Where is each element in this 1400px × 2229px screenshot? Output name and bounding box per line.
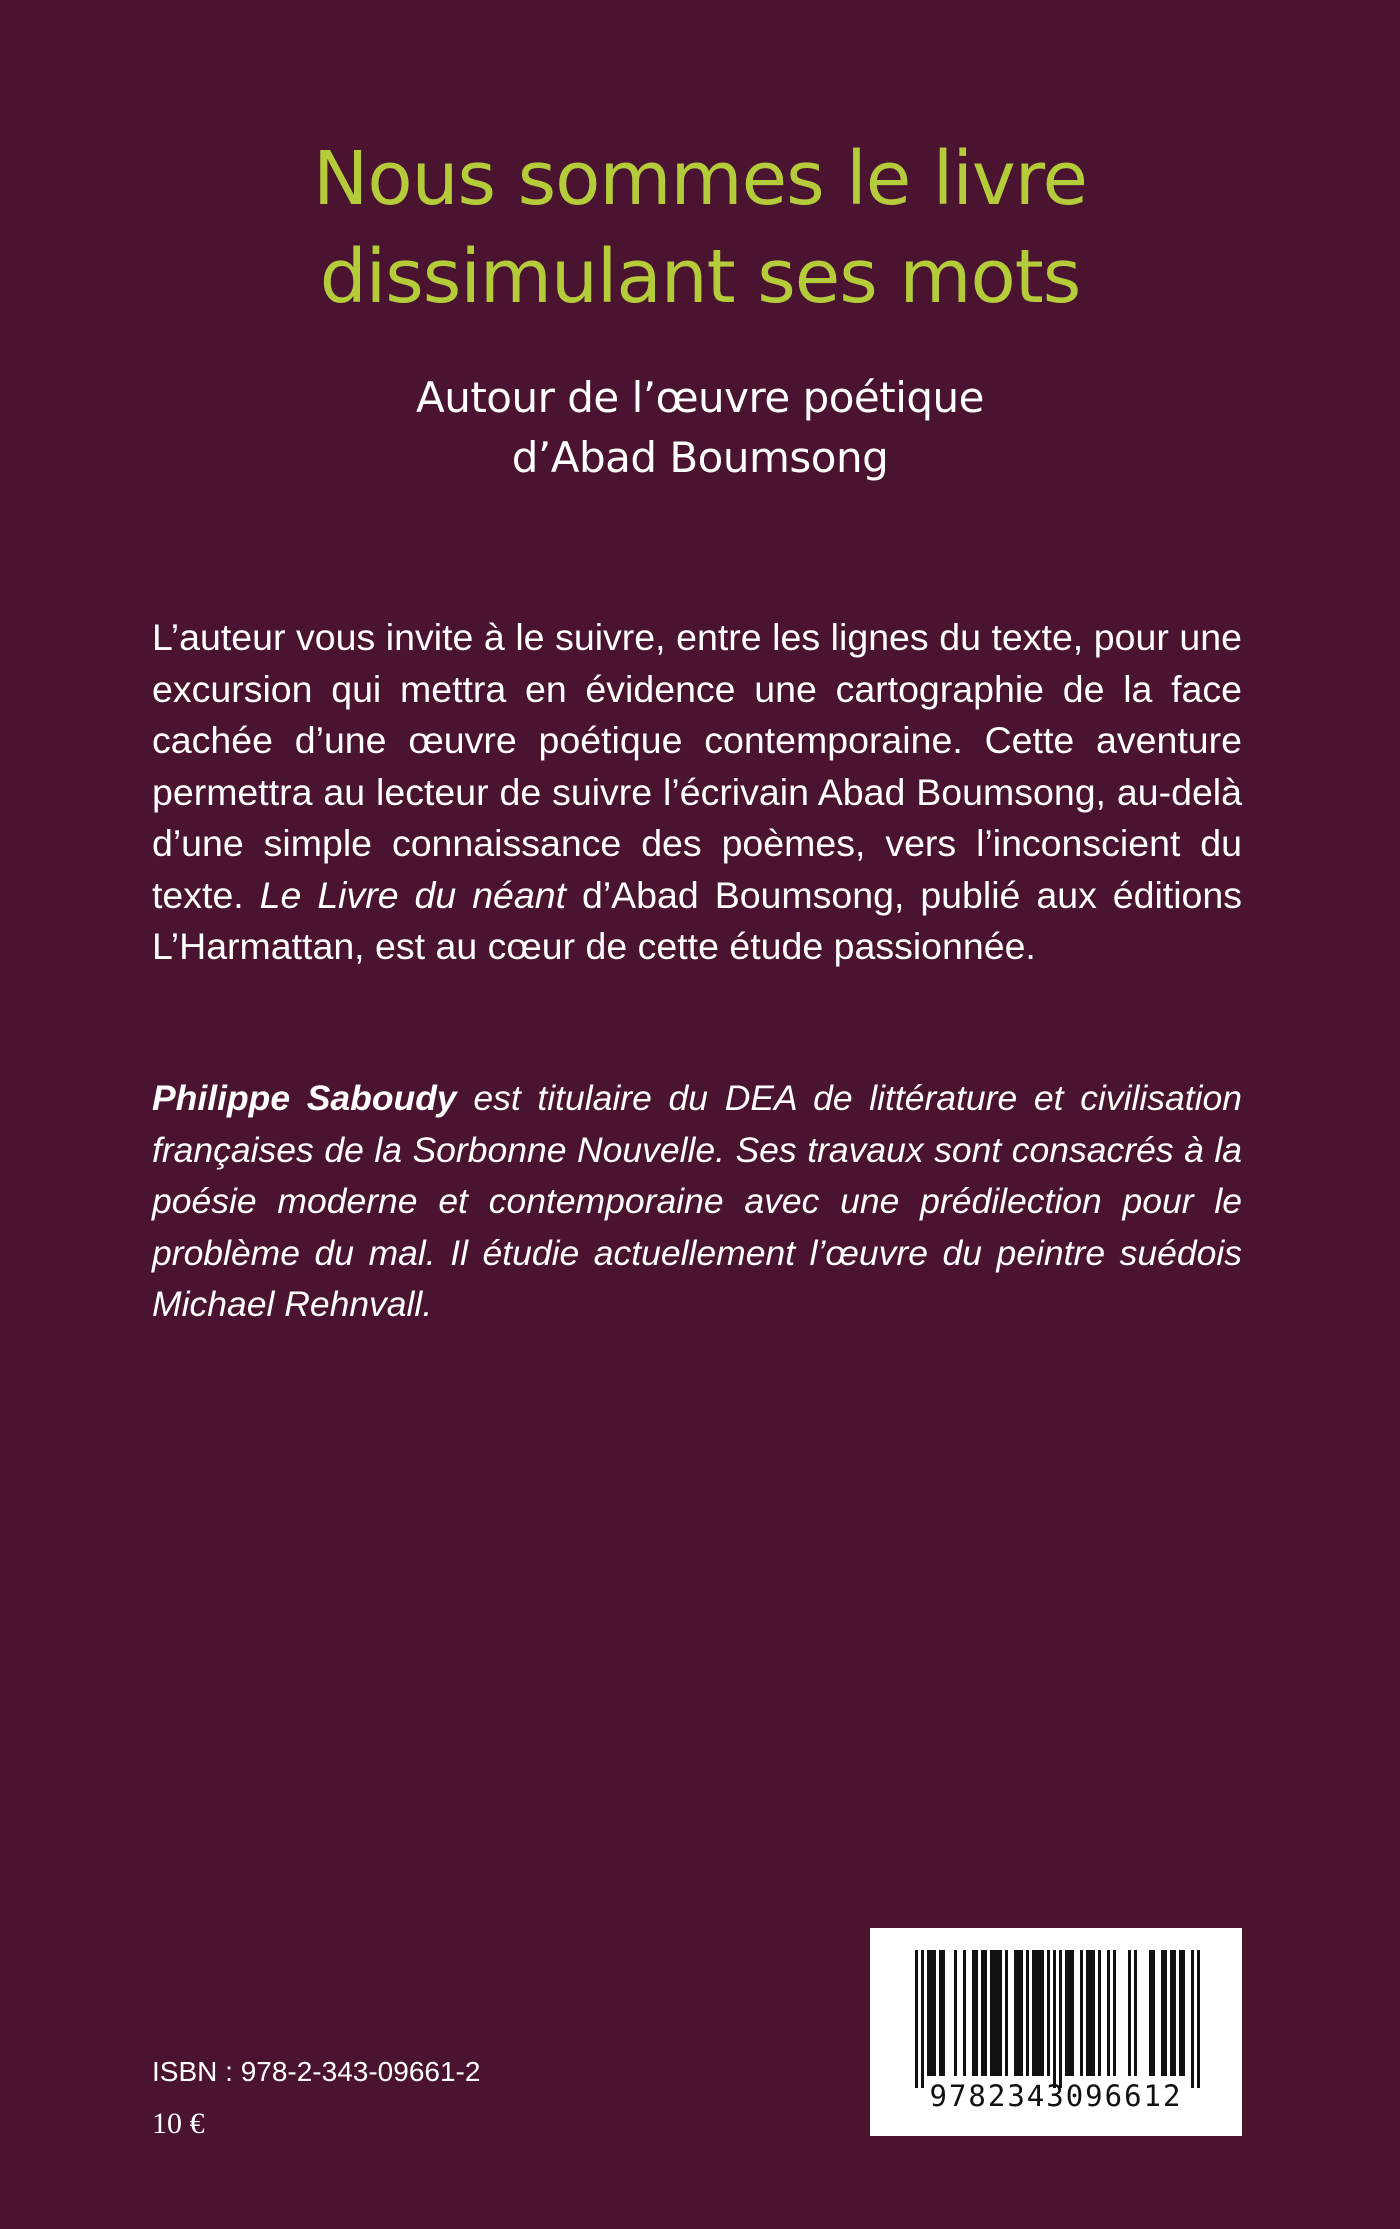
barcode-bar (1128, 1950, 1131, 2076)
barcode-bar (1053, 1950, 1056, 2088)
barcode-bar (915, 1950, 918, 2088)
barcode-digits: 9782343096612 (929, 2079, 1183, 2113)
barcode (870, 1928, 1242, 2136)
blurb-book-title: Le Livre du néant (259, 873, 567, 916)
barcode-bar (921, 1950, 924, 2088)
barcode-bar (1161, 1950, 1167, 2076)
barcode-bar (1170, 1950, 1176, 2076)
barcode-bar (1047, 1950, 1050, 2076)
book-subtitle-line-2: d’Abad Boumsong (511, 433, 889, 482)
isbn-label: ISBN : 978-2-343-09661-2 (152, 2056, 481, 2087)
barcode-bar (1059, 1950, 1062, 2088)
barcode-bar (981, 1950, 987, 2076)
barcode-bar (1107, 1950, 1110, 2076)
barcode-bar (1032, 1950, 1044, 2076)
book-title (0, 130, 1400, 326)
blurb-text-part-2: d’Abad Boumsong, publié aux éditions L’Harmattan, est au cœur de cette étude passionnée. (152, 873, 1243, 967)
barcode-bar (1065, 1950, 1074, 2076)
barcode-bar (972, 1950, 978, 2076)
barcode-bar (1113, 1950, 1116, 2076)
author-bio (152, 1073, 1242, 1331)
barcode-bar (990, 1950, 1002, 2076)
barcode-bar (1005, 1950, 1008, 2076)
barcode-bar (1080, 1950, 1083, 2076)
book-title-line-2: dissimulant ses mots (319, 234, 1081, 320)
barcode-bar (1026, 1950, 1029, 2076)
barcode-bar (1191, 1950, 1194, 2088)
barcode-bar (1098, 1950, 1101, 2076)
barcode-bar (1179, 1950, 1185, 2076)
book-subtitle (0, 368, 1400, 488)
blurb-text-part-1: L’auteur vous invite à le suivre, entre les lignes du texte, pour une excursion qui mettra en évidence une cartographie de la face cachée d’une œuvre poétique contemporaine. Cette aventure permettra au lecteur de suivre l’écrivain Abad Boumsong, au-delà d’une simple connaissance des poèmes, vers l’inconscient du texte. (152, 616, 1242, 916)
book-title-line-1: Nous sommes le livre (312, 136, 1088, 222)
book-subtitle-line-1: Autour de l’œuvre poétique (415, 373, 985, 422)
barcode-bar (1086, 1950, 1095, 2076)
barcode-bar (954, 1950, 957, 2076)
price-label: 10 € (152, 2107, 205, 2140)
author-bio-text: est titulaire du DEA de littérature et civilisation françaises de la Sorbonne Nouvelle. Ses travaux sont consacrés à la poésie moderne et contemporaine avec une prédilection pour le problème du mal. Il étudie actuellement l’œuvre du peintre suédois Michael Rehnvall. (152, 1078, 1242, 1324)
barcode-bar (1197, 1950, 1200, 2088)
barcode-bar (963, 1950, 966, 2076)
barcode-bar (1149, 1950, 1155, 2076)
barcode-bar (939, 1950, 945, 2076)
author-name: Philippe Saboudy (152, 1078, 457, 1118)
barcode-bar (1134, 1950, 1137, 2076)
barcode-bar (1014, 1950, 1023, 2076)
back-cover-blurb (152, 612, 1242, 973)
barcode-bar (927, 1950, 936, 2076)
